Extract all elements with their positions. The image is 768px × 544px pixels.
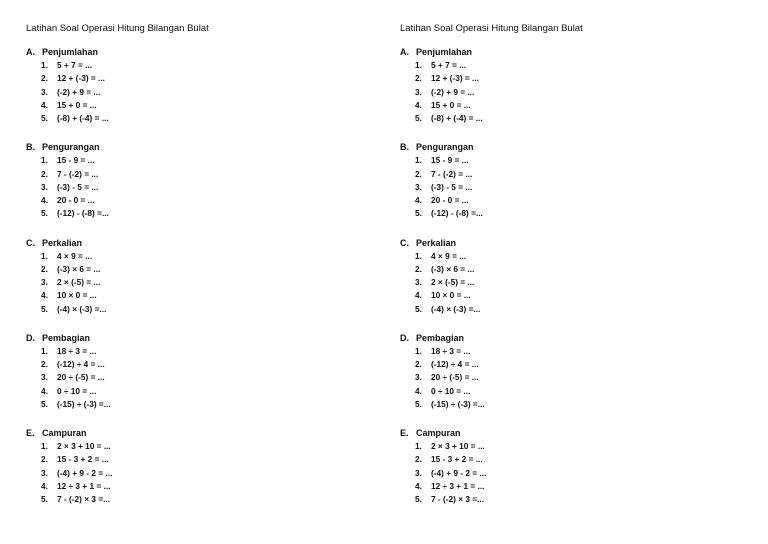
section [26,427,366,506]
problem-number: 2. [415,454,422,465]
problem-item [415,440,740,453]
problem-item [41,440,366,453]
problem-item [41,86,366,99]
problem-number: 1. [415,441,422,451]
problem-number: 1. [415,250,422,261]
problem-text: (-12) ÷ 4 = ... [57,359,105,369]
problem-number: 5. [415,303,422,314]
problem-number: 5. [41,398,48,409]
section [400,237,740,316]
problem-text: 20 - 0 = ... [57,195,95,205]
problem-text: 0 ÷ 10 = ... [431,385,471,396]
problem-text: (-8) + (-4) = ... [431,113,483,123]
problem-item [415,194,740,207]
problem-text: 5 + 7 = ... [431,60,467,70]
problem-text: 15 + 0 = ... [57,99,97,110]
problem-text: 5 + 7 = ... [57,60,93,70]
problem-item [415,86,740,99]
section [26,237,366,316]
problem-number: 1. [41,155,48,166]
problem-text: (-4) + 9 - 2 = ... [57,467,113,478]
problem-number: 2. [41,454,48,465]
section-letter: E. [400,428,409,438]
problem-text: 7 - (-2) × 3 =... [57,494,111,504]
problem-number: 3. [41,86,48,97]
problem-list [415,345,740,411]
section-heading [400,46,740,59]
problem-number: 2. [415,168,422,179]
problem-text: (-12) - (-8) =... [57,208,109,219]
section [26,141,366,220]
worksheet-right [400,22,740,522]
problem-number: 1. [41,441,48,451]
problem-item [41,194,366,207]
worksheet-left [26,22,366,522]
problem-number: 4. [41,290,48,301]
problem-text: 20 - 0 = ... [431,195,469,205]
problem-number: 3. [415,86,422,97]
problem-text: 15 - 3 + 2 = ... [431,454,483,465]
worksheet-title: Latihan Soal Operasi Hitung Bilangan Bulat [400,23,583,34]
problem-item [415,112,740,125]
problem-text: 12 + (-3) = ... [57,73,105,84]
section-heading [26,427,366,440]
problem-number: 3. [415,181,422,192]
problem-number: 4. [41,99,48,110]
problem-number: 3. [41,467,48,478]
problem-list [41,59,366,125]
section-heading [26,237,366,250]
problem-item [415,345,740,358]
problem-item [415,398,740,411]
problem-item [41,154,366,167]
problem-number: 4. [41,195,48,205]
problem-text: (-3) - 5 = ... [57,181,99,192]
problem-number: 4. [41,480,48,491]
problem-list [415,440,740,506]
problem-number: 2. [41,73,48,84]
problem-text: 4 × 9 = ... [57,250,93,261]
problem-item [415,168,740,181]
problem-number: 5. [41,303,48,314]
problem-item [415,207,740,220]
problem-number: 4. [415,385,422,396]
problem-text: 18 ÷ 3 = ... [431,345,471,356]
problem-number: 1. [41,345,48,356]
problem-number: 1. [41,60,48,70]
problem-number: 3. [415,467,422,478]
problem-item [41,289,366,302]
problem-text: (-2) + 9 = ... [431,86,475,97]
problem-text: 2 × 3 + 10 = ... [57,441,111,451]
problem-number: 5. [41,113,48,123]
problem-text: 20 ÷ (-5) = ... [431,372,479,383]
section-heading [400,141,740,154]
problem-number: 4. [415,195,422,205]
problem-item [41,181,366,194]
problem-text: 20 ÷ (-5) = ... [57,372,105,383]
problem-number: 3. [415,277,422,287]
problem-text: 10 × 0 = ... [431,290,471,301]
problem-list [41,154,366,220]
problem-item [415,72,740,85]
problem-text: 10 × 0 = ... [57,290,97,301]
problem-item [41,263,366,276]
section-name: Penjumlahan [416,47,473,57]
problem-item [415,276,740,289]
problem-item [415,59,740,72]
problem-text: (-8) + (-4) = ... [57,113,109,123]
problem-item [41,493,366,506]
section-letter: A. [26,47,35,57]
problem-number: 4. [415,99,422,110]
problem-list [415,154,740,220]
section-name: Pembagian [42,332,91,343]
problem-item [41,276,366,289]
problem-number: 4. [41,385,48,396]
section-letter: B. [400,142,409,153]
problem-number: 4. [415,290,422,301]
problem-item [415,303,740,316]
problem-item [41,480,366,493]
section-name: Perkalian [416,237,457,248]
problem-item [415,99,740,112]
problem-number: 5. [41,494,48,504]
section-name: Campuran [42,428,87,438]
problem-text: (-4) + 9 - 2 = ... [431,467,487,478]
problem-number: 3. [415,372,422,383]
problem-list [41,440,366,506]
problem-text: 2 × 3 + 10 = ... [431,441,485,451]
problem-item [415,250,740,263]
problem-text: 12 ÷ 3 + 1 = ... [57,480,111,491]
problem-text: 7 - (-2) × 3 =... [431,494,485,504]
section-heading [400,332,740,345]
problem-item [41,398,366,411]
problem-item [415,480,740,493]
problem-item [415,263,740,276]
problem-text: (-4) × (-3) =... [57,303,107,314]
problem-item [41,168,366,181]
section-letter: D. [400,332,409,343]
problem-number: 5. [415,208,422,219]
problem-list [415,59,740,125]
problem-text: (-3) - 5 = ... [431,181,473,192]
problem-number: 2. [41,263,48,274]
problem-item [41,207,366,220]
problem-text: 7 - (-2) = ... [57,168,99,179]
problem-number: 2. [415,73,422,84]
problem-number: 5. [415,398,422,409]
problem-item [415,453,740,466]
problem-number: 3. [41,372,48,383]
problem-item [415,181,740,194]
section [400,46,740,125]
problem-item [41,385,366,398]
problem-number: 5. [41,208,48,219]
problem-number: 5. [415,113,422,123]
problem-text: 0 ÷ 10 = ... [57,385,97,396]
section [26,332,366,411]
problem-item [41,72,366,85]
section-letter: C. [400,237,409,248]
problem-item [415,467,740,480]
problem-text: 12 ÷ 3 + 1 = ... [431,480,485,491]
problem-item [41,59,366,72]
problem-text: 2 × (-5) = ... [431,277,475,287]
problem-number: 3. [41,277,48,287]
problem-text: 4 × 9 = ... [431,250,467,261]
problem-text: 12 + (-3) = ... [431,73,479,84]
section-letter: B. [26,142,35,153]
problem-list [415,250,740,316]
problem-item [415,289,740,302]
problem-text: (-15) ÷ (-3) =... [431,398,485,409]
problem-number: 1. [415,60,422,70]
section-heading [26,141,366,154]
problem-item [415,358,740,371]
problem-text: (-2) + 9 = ... [57,86,101,97]
problem-item [41,99,366,112]
problem-number: 2. [415,263,422,274]
problem-number: 1. [415,345,422,356]
problem-number: 5. [415,494,422,504]
section [26,46,366,125]
section-letter: A. [400,47,409,57]
problem-text: 15 + 0 = ... [431,99,471,110]
section-name: Pengurangan [416,142,474,153]
section-heading [26,332,366,345]
problem-text: (-3) × 6 = ... [57,263,101,274]
problem-item [415,493,740,506]
problem-item [41,345,366,358]
problem-item [415,154,740,167]
problem-item [415,371,740,384]
section-letter: D. [26,332,35,343]
problem-text: 15 - 9 = ... [431,155,469,166]
problem-text: (-12) - (-8) =... [431,208,483,219]
problem-item [41,303,366,316]
problem-item [41,371,366,384]
problem-number: 4. [415,480,422,491]
problem-item [41,358,366,371]
problem-text: 15 - 3 + 2 = ... [57,454,109,465]
problem-number: 1. [415,155,422,166]
section-name: Perkalian [42,237,83,248]
problem-text: (-12) ÷ 4 = ... [431,359,479,369]
problem-text: (-3) × 6 = ... [431,263,475,274]
section [400,141,740,220]
section-heading [26,46,366,59]
problem-number: 2. [41,168,48,179]
problem-number: 3. [41,181,48,192]
section-name: Pengurangan [42,142,100,153]
problem-text: 18 ÷ 3 = ... [57,345,97,356]
problem-text: (-15) ÷ (-3) =... [57,398,111,409]
problem-number: 1. [41,250,48,261]
section [400,332,740,411]
problem-list [41,345,366,411]
section-letter: E. [26,428,35,438]
problem-text: 2 × (-5) = ... [57,277,101,287]
problem-text: 15 - 9 = ... [57,155,95,166]
problem-item [41,467,366,480]
problem-item [41,453,366,466]
problem-list [41,250,366,316]
section-name: Pembagian [416,332,465,343]
section-heading [400,427,740,440]
worksheet-title: Latihan Soal Operasi Hitung Bilangan Bulat [26,23,209,34]
section-name: Campuran [416,428,461,438]
problem-text: (-4) × (-3) =... [431,303,481,314]
problem-item [41,250,366,263]
problem-number: 2. [415,359,422,369]
section-letter: C. [26,237,35,248]
problem-text: 7 - (-2) = ... [431,168,473,179]
section-heading [400,237,740,250]
section-name: Penjumlahan [42,47,99,57]
problem-item [415,385,740,398]
section [400,427,740,506]
problem-item [41,112,366,125]
problem-number: 2. [41,359,48,369]
